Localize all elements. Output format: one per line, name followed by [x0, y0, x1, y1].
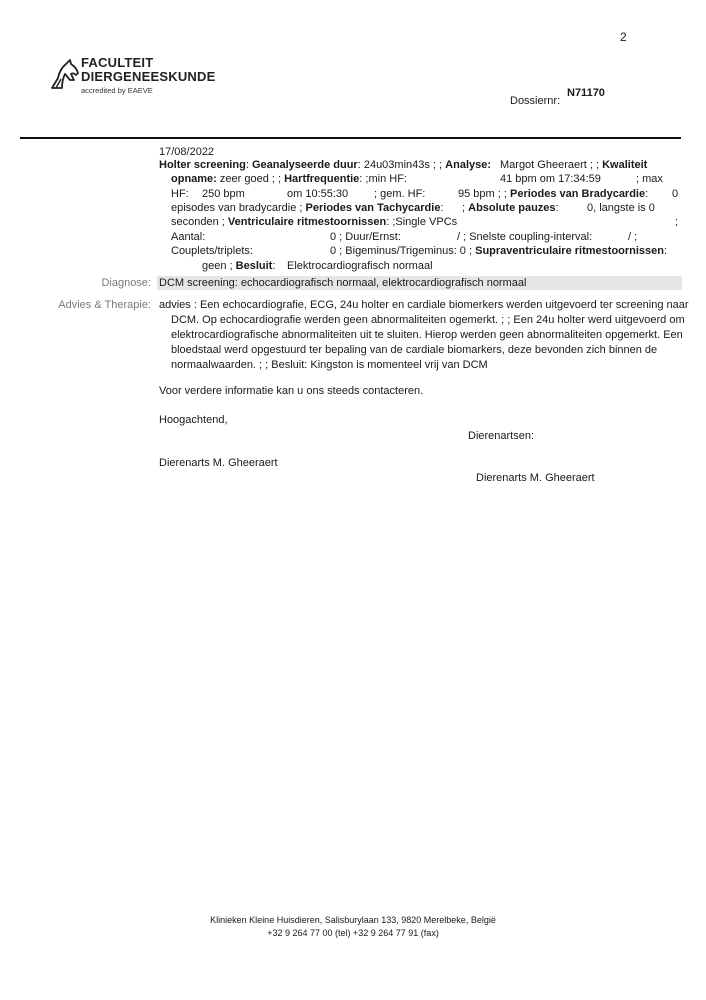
report-date: 17/08/2022 — [159, 146, 215, 158]
diagnose-text: DCM screening: echocardiografisch normaal, elektrocardiografisch normaal — [159, 277, 527, 289]
holter-line: Couplets/triplets: — [171, 245, 253, 257]
holter-line: om 10:55:30 — [287, 188, 349, 200]
holter-line: opname: zeer goed ; ; Hartfrequentie: ;min HF: — [171, 173, 407, 185]
holter-line: 0 ; Bigeminus/Trigeminus: 0 ; Supraventriculaire ritmestoornissen: — [330, 245, 668, 257]
holter-line: ; Absolute pauzes: — [462, 202, 559, 214]
header-divider — [20, 137, 681, 139]
holter-line: 41 bpm om 17:34:59 — [500, 173, 601, 185]
advies-therapie-text — [159, 298, 689, 373]
advies-line: advies : Een echocardiografie, ECG, 24u holter en cardiale biomerkers werden uitgevoerd ter screening naar — [159, 299, 689, 311]
page-number: 2 — [620, 30, 627, 44]
holter-line: 250 bpm — [202, 188, 245, 200]
logo-text-faculteit: FACULTEIT — [81, 55, 154, 70]
vets-label: Dierenartsen: — [468, 430, 535, 442]
horse-head-icon — [50, 58, 80, 90]
holter-line: / ; — [628, 231, 638, 243]
footer-phone: +32 9 264 77 00 (tel) +32 9 264 77 91 (fax) — [267, 928, 439, 938]
faculty-logo — [50, 56, 220, 101]
closing-greeting: Hoogachtend, — [159, 414, 228, 426]
vet-signature-left: Dierenarts M. Gheeraert — [159, 457, 278, 469]
holter-line: / ; Snelste coupling-interval: — [457, 231, 593, 243]
dossier-number: N71170 — [567, 87, 605, 99]
holter-line: HF: — [171, 188, 189, 200]
contact-info-text: Voor verdere informatie kan u ons steeds contacteren. — [159, 385, 424, 397]
holter-line: 0 — [672, 188, 679, 200]
holter-line: ; gem. HF: — [374, 188, 426, 200]
footer-address: Klinieken Kleine Huisdieren, Salisburylaan 133, 9820 Merelbeke, België — [210, 915, 496, 925]
vet-signature-right: Dierenarts M. Gheeraert — [476, 472, 595, 484]
holter-line: 0, langste is 0 — [587, 202, 655, 214]
advies-line: elektrocardiografische abnormaliteiten uit te sluiten. Hierop werden geen abnormaliteiten opgemerkt. Een — [171, 329, 683, 341]
advies-line: normaalwaarden. ; ; Besluit: Kingston is momenteel vrij van DCM — [171, 359, 488, 371]
advies-line: bloedstaal werd opgestuurd ter bepaling van de cardiale biomarkers, deze bevonden zich binnen de — [171, 344, 658, 356]
holter-line: geen ; Besluit: — [202, 260, 276, 272]
holter-line: 0 ; Duur/Ernst: — [330, 231, 401, 243]
logo-text-diergeneeskunde: DIERGENEESKUNDE — [81, 69, 216, 84]
logo-accreditation: accredited by EAEVE — [81, 86, 153, 95]
holter-line: episodes van bradycardie ; Periodes van Tachycardie: — [171, 202, 444, 214]
holter-line: ; max — [636, 173, 663, 185]
advies-line: DCM. Op echocardiografie werden geen abnormaliteiten ogemerkt. ; ; Een 24u holter werd uitgevoerd om — [171, 314, 685, 326]
holter-line: ; — [675, 216, 679, 228]
holter-line: Elektrocardiografisch normaal — [287, 260, 433, 272]
holter-line: Margot Gheeraert ; ; Kwaliteit — [500, 159, 648, 171]
advies-therapie-label: Advies & Therapie: — [58, 299, 151, 311]
dossier-label: Dossiernr: — [510, 95, 561, 107]
holter-line: Aantal: — [171, 231, 206, 243]
holter-screening-block — [159, 158, 689, 274]
holter-line: Holter screening: Geanalyseerde duur: 24u03min43s ; ; Analyse: — [159, 159, 492, 171]
holter-line: seconden ; Ventriculaire ritmestoornissen: ;Single VPCs — [171, 216, 458, 228]
holter-line: 95 bpm ; ; Periodes van Bradycardie: — [458, 188, 649, 200]
diagnose-label: Diagnose: — [101, 277, 151, 289]
